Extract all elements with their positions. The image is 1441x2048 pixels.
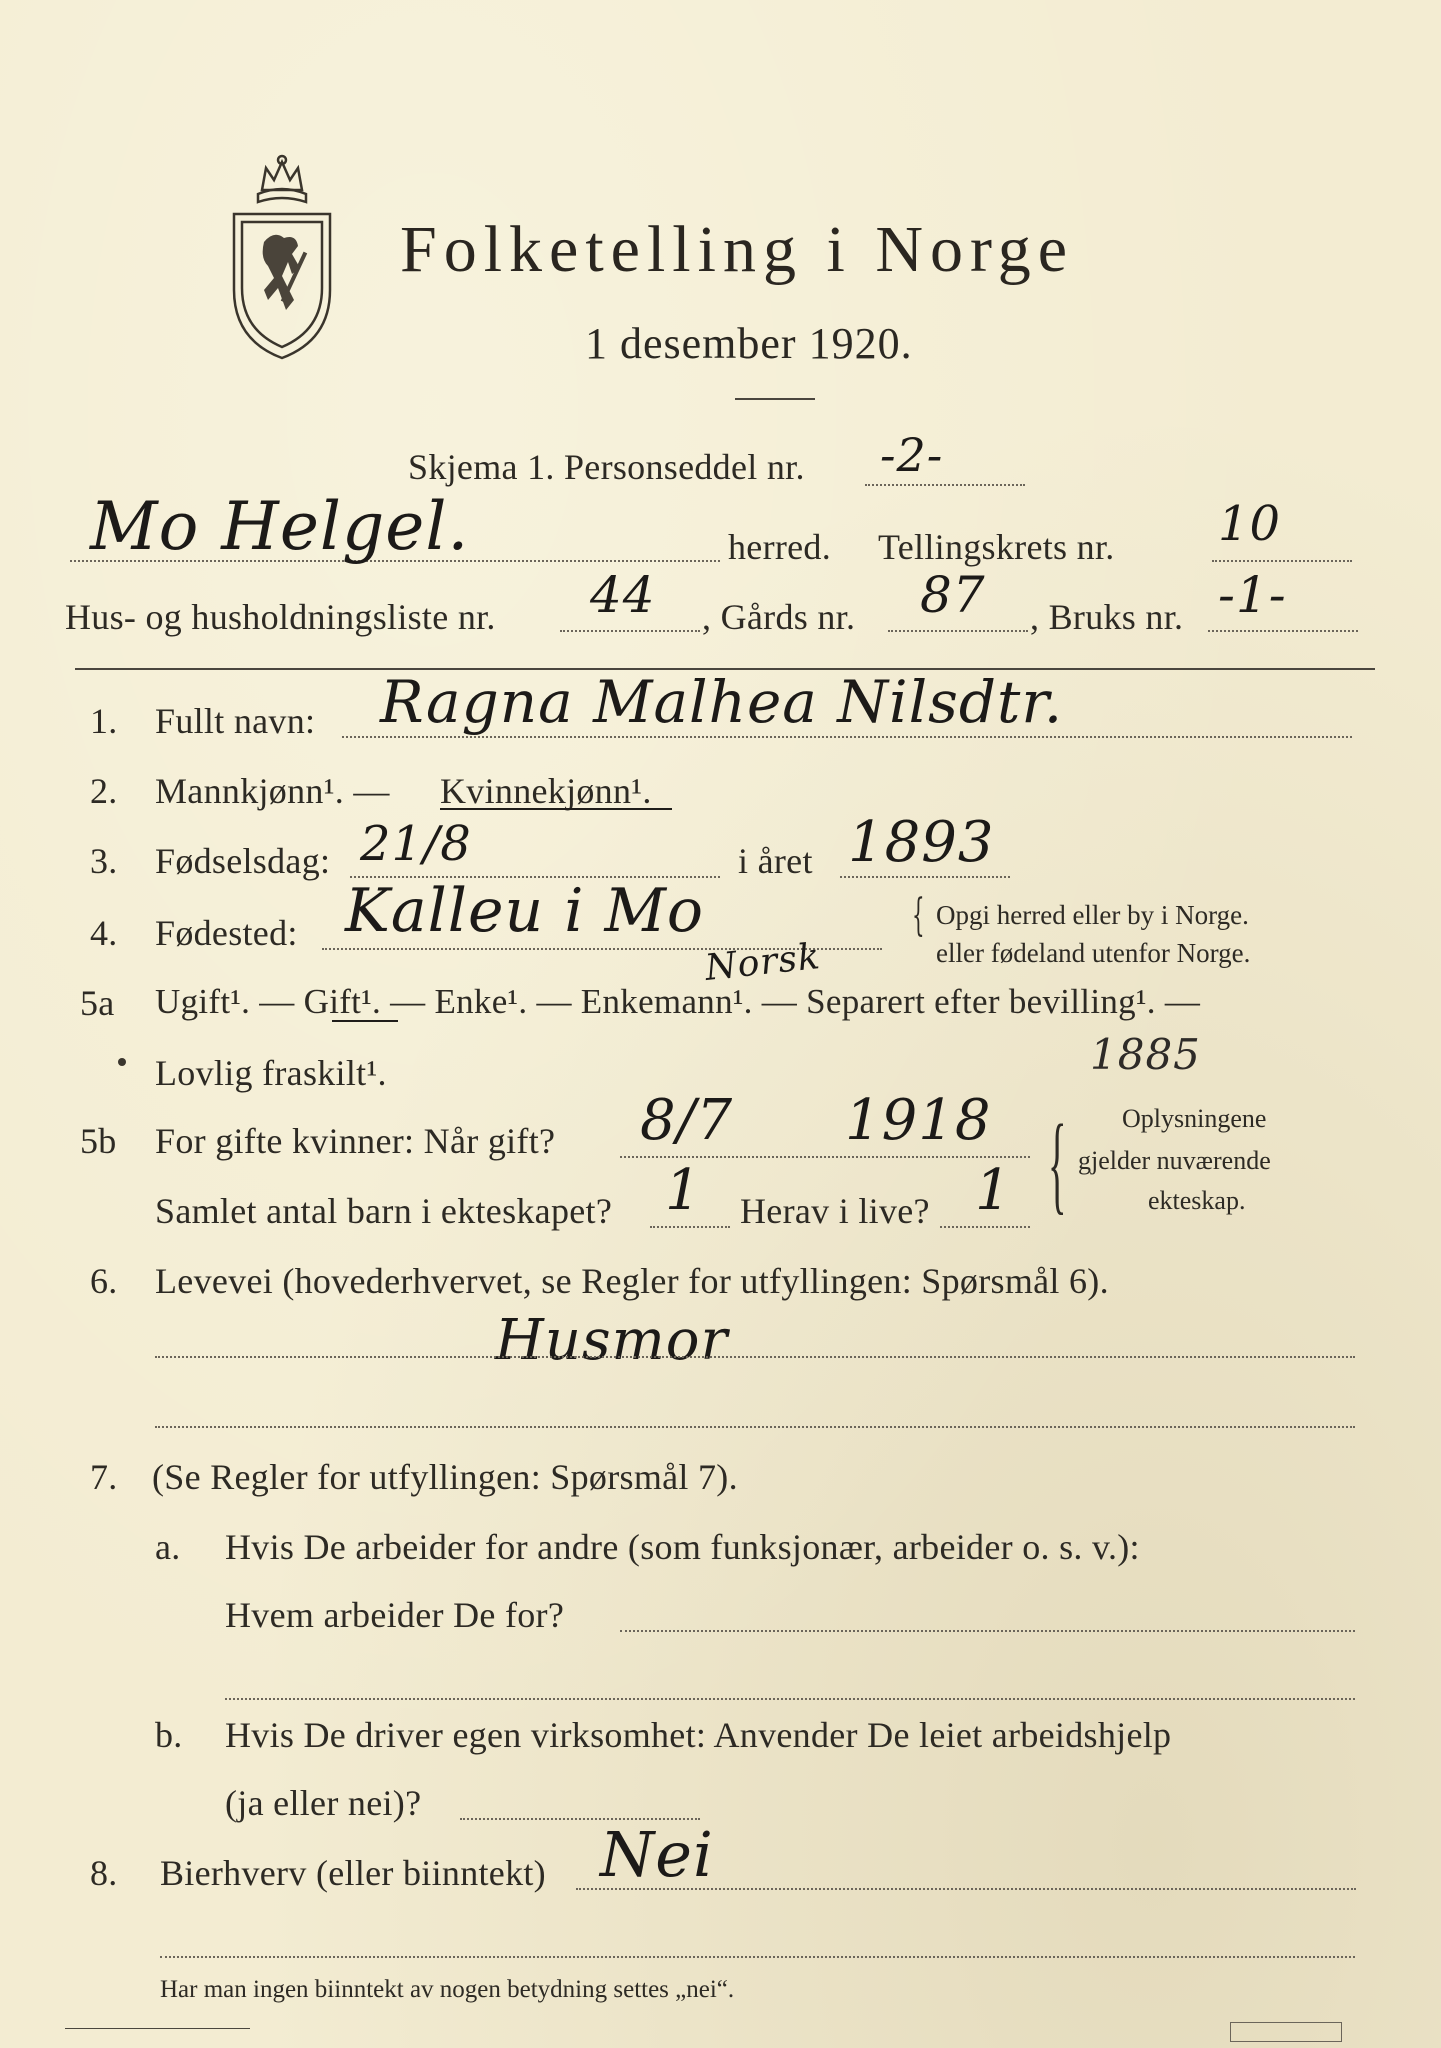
title-divider — [735, 398, 815, 400]
q7a-question: Hvem arbeider De for? — [225, 1595, 565, 1635]
q4-brace-icon: { — [912, 890, 925, 941]
q4-label: Fødested: — [155, 913, 298, 953]
husholdning-dots — [560, 630, 700, 632]
q4-note-1: Opgi herred eller by i Norge. — [936, 900, 1249, 930]
q5a-number: 5a — [80, 983, 115, 1023]
q5b-alive-value: 1 — [975, 1158, 1012, 1223]
q8-answer-value: Nei — [600, 1818, 714, 1891]
bruks-nr-value: -1- — [1218, 566, 1287, 624]
herred-value: Mo Helgel. — [90, 488, 470, 565]
q7-number: 7. — [90, 1457, 118, 1497]
q3-birth-year-value: 1893 — [848, 810, 995, 875]
q2-male-option: Mannkjønn¹. — — [155, 771, 390, 811]
q6-dots-1 — [155, 1356, 1355, 1358]
husholdning-nr-value: 44 — [590, 566, 656, 624]
q4-birthplace-value: Kalleu i Mo — [345, 876, 705, 946]
census-date: 1 desember 1920. — [585, 319, 913, 368]
q5a-annotation: Norsk — [703, 936, 823, 989]
q7-label: (Se Regler for utfyllingen: Spørsmål 7). — [152, 1457, 738, 1497]
q8-dots-2 — [160, 1956, 1355, 1958]
bruks-label: , Bruks nr. — [1030, 597, 1184, 637]
q1-full-name-value: Ragna Malhea Nilsdtr. — [380, 668, 1064, 736]
q2-female-option-underlined: Kvinnekjønn¹. — [440, 771, 652, 811]
q4-note-2: eller fødeland utenfor Norge. — [936, 938, 1251, 968]
q1-dots — [342, 736, 1352, 738]
bruks-dots — [1208, 630, 1358, 632]
q2-female-underline — [440, 808, 672, 810]
q6-number: 6. — [90, 1261, 118, 1301]
q3-year-dots — [840, 876, 1010, 878]
norwegian-coat-of-arms-icon — [222, 150, 342, 365]
q5a-civil-status-options: Ugift¹. — Gift¹. — Enke¹. — Enkemann¹. — Separert efter bevilling¹. — — [155, 982, 1201, 1021]
q5a-divorced-option: Lovlig fraskilt¹. — [155, 1053, 387, 1093]
personseddel-nr-value: -2- — [880, 428, 944, 482]
printer-stamp — [1230, 2022, 1342, 2042]
q5b-married-year-value: 1918 — [845, 1088, 992, 1153]
footer-rule — [65, 2028, 250, 2029]
bullet-icon — [118, 1058, 126, 1066]
gards-label: , Gårds nr. — [702, 597, 856, 637]
q5b-children-value: 1 — [665, 1158, 702, 1223]
q5a-gift-underline — [332, 1020, 398, 1022]
q8-label: Bierhverv (eller biinntekt) — [160, 1853, 546, 1893]
q4-number: 4. — [90, 913, 118, 953]
q6-label: Levevei (hovederhvervet, se Regler for utfyllingen: Spørsmål 6). — [155, 1261, 1109, 1301]
q5b-margin-year-annotation: 1885 — [1090, 1030, 1201, 1079]
q5b-note-1: Oplysningene — [1122, 1104, 1267, 1133]
q5b-married-date-value: 8/7 — [640, 1088, 734, 1153]
q3-label: Fødselsdag: — [155, 841, 331, 881]
q5b-children-dots — [650, 1226, 730, 1228]
q7a-dots-2 — [225, 1698, 1355, 1700]
gards-nr-value: 87 — [920, 566, 986, 624]
q3-number: 3. — [90, 841, 118, 881]
q7a-text: Hvis De arbeider for andre (som funksjonær, arbeider o. s. v.): — [225, 1527, 1140, 1567]
q7a-letter: a. — [155, 1527, 181, 1567]
q8-number: 8. — [90, 1853, 118, 1893]
tellingskrets-label: Tellingskrets nr. — [878, 527, 1115, 567]
footer-note: Har man ingen biinntekt av nogen betydning settes „nei“. — [160, 1976, 735, 2003]
q7b-text: Hvis De driver egen virksomhet: Anvender De leiet arbeidshjelp — [225, 1715, 1172, 1755]
q5b-alive-dots — [940, 1226, 1030, 1228]
q5b-married-label: For gifte kvinner: Når gift? — [155, 1121, 556, 1161]
q7a-answer-field[interactable] — [620, 1630, 1355, 1632]
q7b-letter: b. — [155, 1715, 183, 1755]
q5b-note-3: ekteskap. — [1148, 1186, 1246, 1215]
form-title: Folketelling i Norge — [400, 213, 1075, 286]
personseddel-dots — [865, 484, 1025, 486]
q5b-note-2: gjelder nuværende — [1078, 1146, 1271, 1175]
q3-year-label: i året — [738, 841, 813, 881]
q5b-alive-label: Herav i live? — [740, 1191, 930, 1231]
q5b-children-label: Samlet antal barn i ekteskapet? — [155, 1191, 613, 1231]
husholdning-label: Hus- og husholdningsliste nr. — [65, 597, 496, 637]
tellingskrets-dots — [1212, 560, 1352, 562]
q2-number: 2. — [90, 771, 118, 811]
gards-dots — [888, 630, 1028, 632]
skjema-label: Skjema 1. Personseddel nr. — [408, 447, 805, 487]
q3-birthday-value: 21/8 — [360, 816, 472, 872]
q6-occupation-value: Husmor — [495, 1308, 729, 1373]
tellingskrets-nr-value: 10 — [1218, 496, 1282, 552]
q6-dots-2 — [155, 1426, 1355, 1428]
q7b-question: (ja eller nei)? — [225, 1783, 422, 1823]
q5b-number: 5b — [80, 1121, 117, 1161]
q1-label: Fullt navn: — [155, 701, 316, 741]
q5b-brace-icon: { — [1048, 1102, 1067, 1224]
q1-number: 1. — [90, 701, 118, 741]
herred-label: herred. — [728, 527, 832, 567]
